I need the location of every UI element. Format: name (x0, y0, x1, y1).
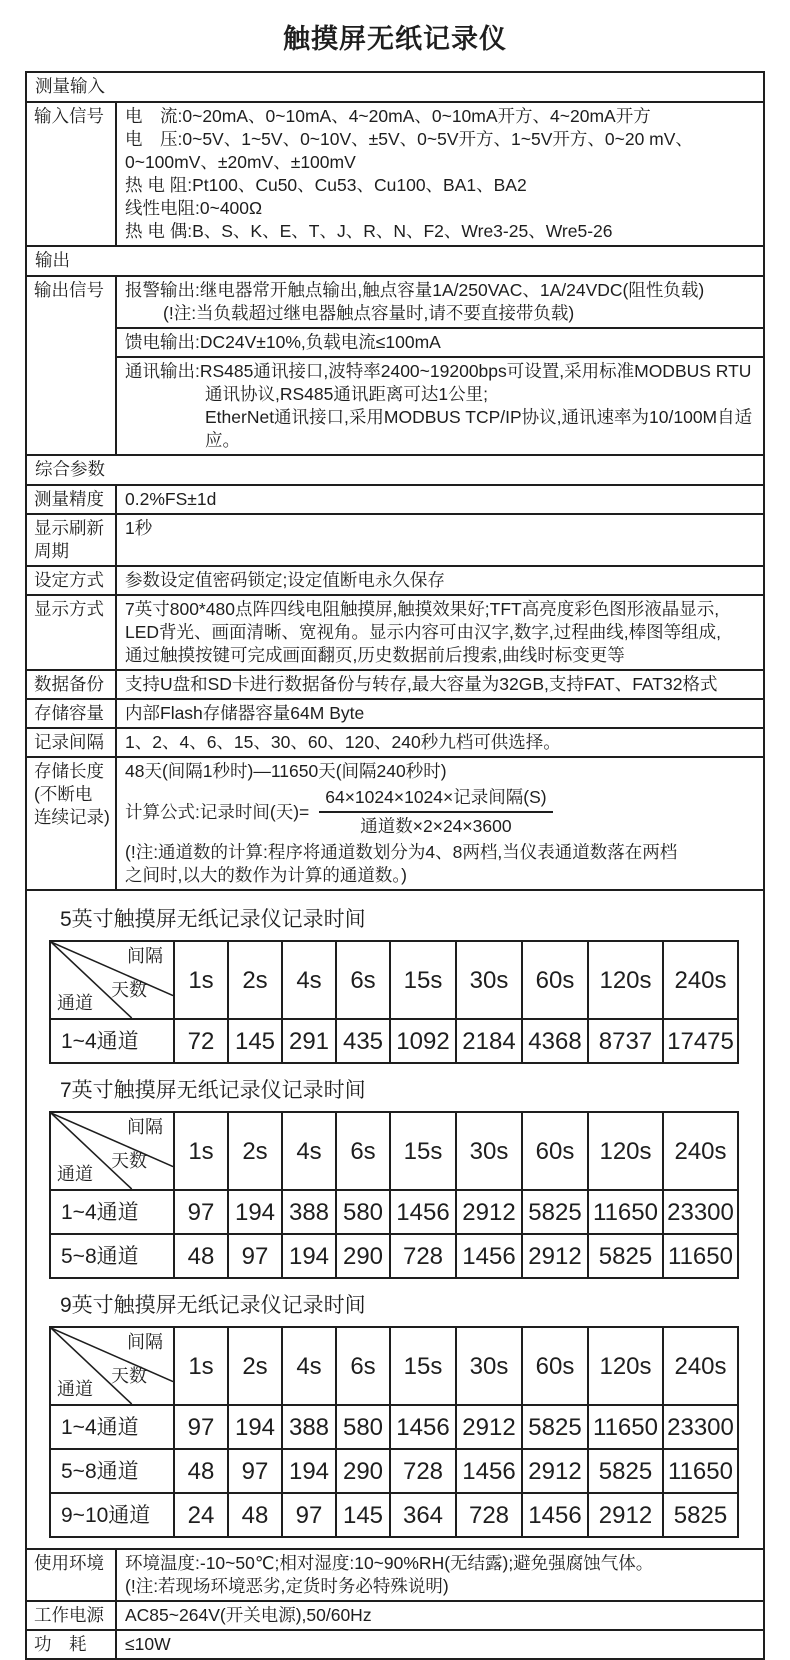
comm-output-line: 通讯协议,RS485通讯距离可达1公里; (205, 384, 488, 404)
record-value: 97 (228, 1449, 282, 1493)
corner-days-label: 天数 (111, 1366, 147, 1386)
display-line: LED背光、画面清晰、宽视角。显示内容可由汉字,数字,过程曲线,棒图等组成, (125, 622, 721, 642)
record-value: 48 (174, 1234, 228, 1278)
record-value: 24 (174, 1493, 228, 1537)
interval-header: 120s (588, 1112, 663, 1190)
output-signal-row (27, 275, 763, 454)
display-line: 7英寸800*480点阵四线电阻触摸屏,触摸效果好;TFT高亮度彩色图形液晶显示, (125, 599, 720, 619)
record-value: 5825 (663, 1493, 738, 1537)
interval-header: 6s (336, 1112, 390, 1190)
input-signal-content (117, 103, 763, 245)
record-value: 728 (390, 1449, 456, 1493)
accuracy-value: 0.2%FS±1d (125, 489, 217, 509)
storage-formula (125, 786, 755, 838)
record-value: 2912 (522, 1234, 588, 1278)
interval-header: 2s (228, 941, 282, 1019)
corner-interval-label: 间隔 (127, 946, 163, 966)
channel-range-label: 5~8通道 (50, 1449, 174, 1493)
record-value: 2912 (456, 1405, 522, 1449)
input-signal-line: 热 电 偶:B、S、K、E、T、J、R、N、F2、Wre3-25、Wre5-26 (125, 221, 613, 241)
record-value: 2912 (522, 1449, 588, 1493)
section-label-general: 综合参数 (35, 459, 105, 479)
record-value: 194 (282, 1234, 336, 1278)
power-label: 工作电源 (27, 1602, 117, 1629)
record-value: 580 (336, 1405, 390, 1449)
record-value: 388 (282, 1190, 336, 1234)
consumption-value: ≤10W (125, 1634, 171, 1654)
page-title: 触摸屏无纸记录仪 (283, 24, 507, 54)
record-value: 48 (228, 1493, 282, 1537)
refresh-label-line: 显示刷新 (34, 518, 104, 538)
record-value: 97 (228, 1234, 282, 1278)
record-value: 8737 (588, 1019, 663, 1063)
interval-header: 1s (174, 1327, 228, 1405)
environment-note: (!注:若现场环境恶劣,定货时务必特殊说明) (125, 1576, 449, 1596)
setting-label: 设定方式 (27, 567, 117, 594)
input-signal-label: 输入信号 (27, 103, 117, 245)
channel-range-label: 5~8通道 (50, 1234, 174, 1278)
storage-length-row (27, 756, 763, 889)
comm-output-line: EtherNet通讯接口,采用MODBUS TCP/IP协议,通讯速率为10/100M自适应。 (205, 407, 753, 450)
record-value: 1092 (390, 1019, 456, 1063)
input-signal-line: 0~100mV、±20mV、±100mV (125, 152, 356, 172)
record-row (50, 1449, 738, 1493)
channel-range-label: 9~10通道 (50, 1493, 174, 1537)
record-table-9inch (49, 1326, 739, 1538)
record-value: 5825 (588, 1234, 663, 1278)
interval-header: 6s (336, 941, 390, 1019)
interval-header: 60s (522, 1112, 588, 1190)
record-table-title-9inch: 9英寸触摸屏无纸记录仪记录时间 (60, 1294, 366, 1317)
channel-range-label: 1~4通道 (50, 1190, 174, 1234)
storage-length-label (27, 758, 117, 889)
refresh-label (27, 515, 117, 565)
record-value: 194 (228, 1190, 282, 1234)
capacity-label: 存储容量 (27, 700, 117, 727)
interval-header: 1s (174, 1112, 228, 1190)
record-table-header-row (50, 1112, 738, 1190)
record-value: 11650 (663, 1234, 738, 1278)
input-signal-line: 电 流:0~20mA、0~10mA、4~20mA、0~10mA开方、4~20mA开方 (125, 106, 651, 126)
storage-length-content (117, 758, 763, 889)
section-row-output (27, 245, 763, 275)
record-value: 291 (282, 1019, 336, 1063)
interval-header: 2s (228, 1327, 282, 1405)
corner-cell (50, 941, 174, 1019)
spec-table (25, 71, 765, 1660)
record-value: 145 (336, 1493, 390, 1537)
input-signal-line: 线性电阻:0~400Ω (125, 198, 263, 218)
refresh-row (27, 513, 763, 565)
record-value: 72 (174, 1019, 228, 1063)
interval-header: 240s (663, 1327, 738, 1405)
interval-header: 6s (336, 1327, 390, 1405)
consumption-row (27, 1629, 763, 1658)
storage-label-line: 存储长度 (34, 761, 104, 781)
record-value: 11650 (588, 1405, 663, 1449)
corner-interval-label: 间隔 (127, 1117, 163, 1137)
interval-header: 1s (174, 941, 228, 1019)
record-value: 290 (336, 1234, 390, 1278)
power-value: AC85~264V(开关电源),50/60Hz (125, 1605, 372, 1625)
record-value: 11650 (663, 1449, 738, 1493)
record-value: 1456 (456, 1234, 522, 1278)
interval-header: 120s (588, 941, 663, 1019)
alarm-output-note: (!注:当负载超过继电器触点容量时,请不要直接带负载) (163, 303, 575, 323)
record-table-5inch (49, 940, 739, 1064)
record-table-title-7inch: 7英寸触摸屏无纸记录仪记录时间 (60, 1079, 366, 1102)
record-value: 23300 (663, 1405, 738, 1449)
storage-range: 48天(间隔1秒时)—11650天(间隔240秒时) (125, 761, 447, 781)
interval-header: 120s (588, 1327, 663, 1405)
corner-days-label: 天数 (111, 980, 147, 1000)
record-value: 194 (228, 1405, 282, 1449)
record-tables-wrap (27, 891, 763, 1548)
record-table-header-row (50, 1327, 738, 1405)
record-value: 364 (390, 1493, 456, 1537)
channel-range-label: 1~4通道 (50, 1405, 174, 1449)
section-row-general (27, 454, 763, 484)
interval-header: 4s (282, 1112, 336, 1190)
setting-value: 参数设定值密码锁定;设定值断电永久保存 (125, 570, 445, 590)
interval-header: 4s (282, 1327, 336, 1405)
interval-header: 15s (390, 1112, 456, 1190)
capacity-value: 内部Flash存储器容量64M Byte (125, 703, 365, 723)
record-value: 2184 (456, 1019, 522, 1063)
alarm-output-line: 报警输出:继电器常开触点输出,触点容量1A/250VAC、1A/24VDC(阻性负载) (125, 280, 705, 300)
record-value: 48 (174, 1449, 228, 1493)
backup-label: 数据备份 (27, 671, 117, 698)
storage-note-line: 之间时,以大的数作为计算的通道数。) (125, 865, 407, 885)
comm-output-line: 通讯输出:RS485通讯接口,波特率2400~19200bps可设置,采用标准MODBUS RTU (125, 361, 752, 381)
record-value: 290 (336, 1449, 390, 1493)
record-value: 5825 (588, 1449, 663, 1493)
record-value: 1456 (390, 1405, 456, 1449)
input-signal-line: 电 压:0~5V、1~5V、0~10V、±5V、0~5V开方、1~5V开方、0~20 mV、 (125, 129, 693, 149)
record-value: 97 (282, 1493, 336, 1537)
record-value: 1456 (522, 1493, 588, 1537)
capacity-row (27, 698, 763, 727)
record-value: 23300 (663, 1190, 738, 1234)
interval-header: 4s (282, 941, 336, 1019)
interval-header: 60s (522, 1327, 588, 1405)
record-row (50, 1405, 738, 1449)
interval-header: 60s (522, 941, 588, 1019)
record-value: 17475 (663, 1019, 738, 1063)
record-value: 2912 (588, 1493, 663, 1537)
record-value: 435 (336, 1019, 390, 1063)
input-signal-row (27, 101, 763, 245)
environment-row (27, 1548, 763, 1600)
backup-value: 支持U盘和SD卡进行数据备份与转存,最大容量为32GB,支持FAT、FAT32格式 (125, 674, 718, 694)
record-value: 388 (282, 1405, 336, 1449)
accuracy-row (27, 484, 763, 513)
interval-header: 240s (663, 941, 738, 1019)
backup-row (27, 669, 763, 698)
record-table-header-row (50, 941, 738, 1019)
record-value: 1456 (390, 1190, 456, 1234)
display-line: 通过触摸按键可完成画面翻页,历史数据前后搜索,曲线时标变更等 (125, 645, 625, 665)
record-value: 97 (174, 1190, 228, 1234)
environment-content (117, 1550, 763, 1600)
feed-output-line: 馈电输出:DC24V±10%,负载电流≤100mA (125, 332, 441, 352)
formula-prefix: 计算公式:记录时间(天)= (125, 801, 310, 822)
interval-header: 30s (456, 941, 522, 1019)
record-value: 728 (390, 1234, 456, 1278)
record-value: 5825 (522, 1405, 588, 1449)
corner-cell (50, 1112, 174, 1190)
comm-output-subrow (117, 356, 763, 454)
interval-header: 2s (228, 1112, 282, 1190)
interval-header: 240s (663, 1112, 738, 1190)
formula-denominator: 通道数×2×24×3600 (360, 816, 512, 836)
corner-channel-label: 通道 (57, 993, 93, 1013)
formula-fraction (319, 786, 552, 838)
channel-range-label: 1~4通道 (50, 1019, 174, 1063)
power-row (27, 1600, 763, 1629)
interval-header: 30s (456, 1112, 522, 1190)
formula-numerator: 64×1024×1024×记录间隔(S) (319, 786, 552, 813)
record-table-7inch (49, 1111, 739, 1279)
interval-value: 1、2、4、6、15、30、60、120、240秒九档可供选择。 (125, 732, 561, 752)
interval-header: 15s (390, 941, 456, 1019)
corner-channel-label: 通道 (57, 1379, 93, 1399)
accuracy-label: 测量精度 (27, 486, 117, 513)
record-value: 194 (282, 1449, 336, 1493)
storage-note-line: (!注:通道数的计算:程序将通道数划分为4、8两档,当仪表通道数落在两档 (125, 842, 678, 862)
section-label-measure-input: 测量输入 (35, 76, 105, 96)
interval-label: 记录间隔 (27, 729, 117, 756)
display-label: 显示方式 (27, 596, 117, 669)
feed-output-subrow (117, 327, 763, 356)
record-row (50, 1190, 738, 1234)
record-row (50, 1493, 738, 1537)
record-value: 5825 (522, 1190, 588, 1234)
storage-label-line: (不断电 (34, 784, 93, 804)
storage-label-line: 连续记录) (34, 807, 110, 827)
record-row (50, 1019, 738, 1063)
record-value: 4368 (522, 1019, 588, 1063)
interval-header: 30s (456, 1327, 522, 1405)
section-label-output: 输出 (35, 250, 70, 270)
environment-label: 使用环境 (27, 1550, 117, 1600)
section-row-measure-input (27, 73, 763, 101)
record-value: 1456 (456, 1449, 522, 1493)
refresh-value: 1秒 (125, 518, 153, 538)
display-content (117, 596, 763, 669)
output-signal-label: 输出信号 (27, 277, 117, 454)
record-table-title-5inch: 5英寸触摸屏无纸记录仪记录时间 (60, 908, 366, 931)
refresh-label-line: 周期 (34, 541, 69, 561)
display-row (27, 594, 763, 669)
record-value: 728 (456, 1493, 522, 1537)
interval-row (27, 727, 763, 756)
record-row (50, 1234, 738, 1278)
record-value: 145 (228, 1019, 282, 1063)
record-value: 2912 (456, 1190, 522, 1234)
environment-line: 环境温度:-10~50℃;相对湿度:10~90%RH(无结露);避免强腐蚀气体。 (125, 1553, 654, 1573)
interval-header: 15s (390, 1327, 456, 1405)
consumption-label: 功 耗 (27, 1631, 117, 1658)
input-signal-line: 热 电 阻:Pt100、Cu50、Cu53、Cu100、BA1、BA2 (125, 175, 527, 195)
output-signal-content (117, 277, 763, 454)
corner-channel-label: 通道 (57, 1164, 93, 1184)
setting-row (27, 565, 763, 594)
record-value: 97 (174, 1405, 228, 1449)
record-value: 580 (336, 1190, 390, 1234)
alarm-output-subrow (117, 277, 763, 327)
corner-days-label: 天数 (111, 1151, 147, 1171)
record-value: 11650 (588, 1190, 663, 1234)
record-tables-area (27, 889, 763, 1548)
corner-interval-label: 间隔 (127, 1332, 163, 1352)
corner-cell (50, 1327, 174, 1405)
